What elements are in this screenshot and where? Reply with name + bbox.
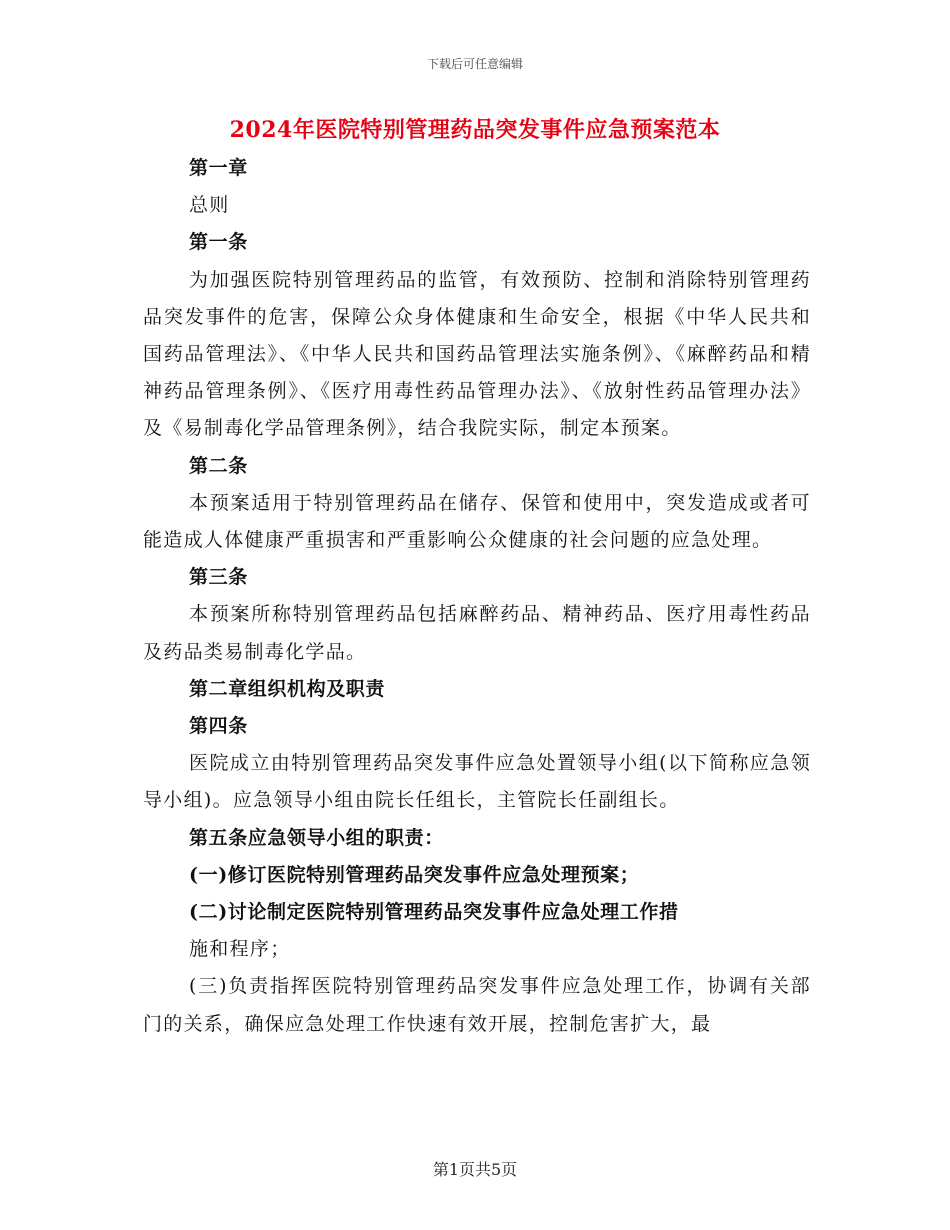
body-paragraph: 为加强医院特别管理药品的监管，有效预防、控制和消除特别管理药品突发事件的危害，保障公众身体健康和生命安全，根据《中华人民共和国药品管理法》、《中华人民共和国药品管理法实施条例》、《麻醉药品和精神药品管理条例》、《医疗用毒性药品管理办法》、《放射性药品管理办法》及《易制毒化学品管理条例》，结合我院实际，制定本预案。 bbox=[143, 268, 811, 440]
document-title: 2024年医院特别管理药品突发事件应急预案范本 bbox=[229, 117, 721, 143]
section-heading: 第一条 bbox=[189, 231, 248, 254]
page-header: 下载后可任意编辑 bbox=[426, 57, 523, 71]
section-heading: 第四条 bbox=[189, 715, 248, 738]
document-body bbox=[143, 150, 811, 1043]
page-footer: 第1页共5页 bbox=[432, 1160, 518, 1179]
section-heading: 第三条 bbox=[189, 566, 248, 589]
body-paragraph: 施和程序； bbox=[189, 938, 291, 961]
section-heading: (二)讨论制定医院特别管理药品突发事件应急处理工作措 bbox=[189, 901, 679, 924]
section-heading: 第二条 bbox=[189, 454, 248, 477]
body-paragraph: 本预案适用于特别管理药品在储存、保管和使用中，突发造成或者可能造成人体健康严重损害和严重影响公众健康的社会问题的应急处理。 bbox=[143, 491, 811, 552]
body-paragraph: (三)负责指挥医院特别管理药品突发事件应急处理工作，协调有关部门的关系，确保应急处理工作快速有效开展，控制危害扩大，最 bbox=[143, 975, 811, 1035]
body-paragraph: 本预案所称特别管理药品包括麻醉药品、精神药品、医疗用毒性药品及药品类易制毒化学品。 bbox=[143, 603, 811, 663]
section-heading: (一)修订医院特别管理药品突发事件应急处理预案； bbox=[189, 863, 640, 886]
section-heading: 第一章 bbox=[189, 157, 248, 179]
section-heading: 第二章组织机构及职责 bbox=[189, 677, 386, 700]
section-heading: 第五条应急领导小组的职责： bbox=[189, 826, 444, 849]
body-paragraph: 总则 bbox=[189, 194, 230, 217]
body-paragraph: 医院成立由特别管理药品突发事件应急处置领导小组(以下简称应急领导小组)。应急领导小组由院长任组长，主管院长任副组长。 bbox=[143, 752, 811, 812]
